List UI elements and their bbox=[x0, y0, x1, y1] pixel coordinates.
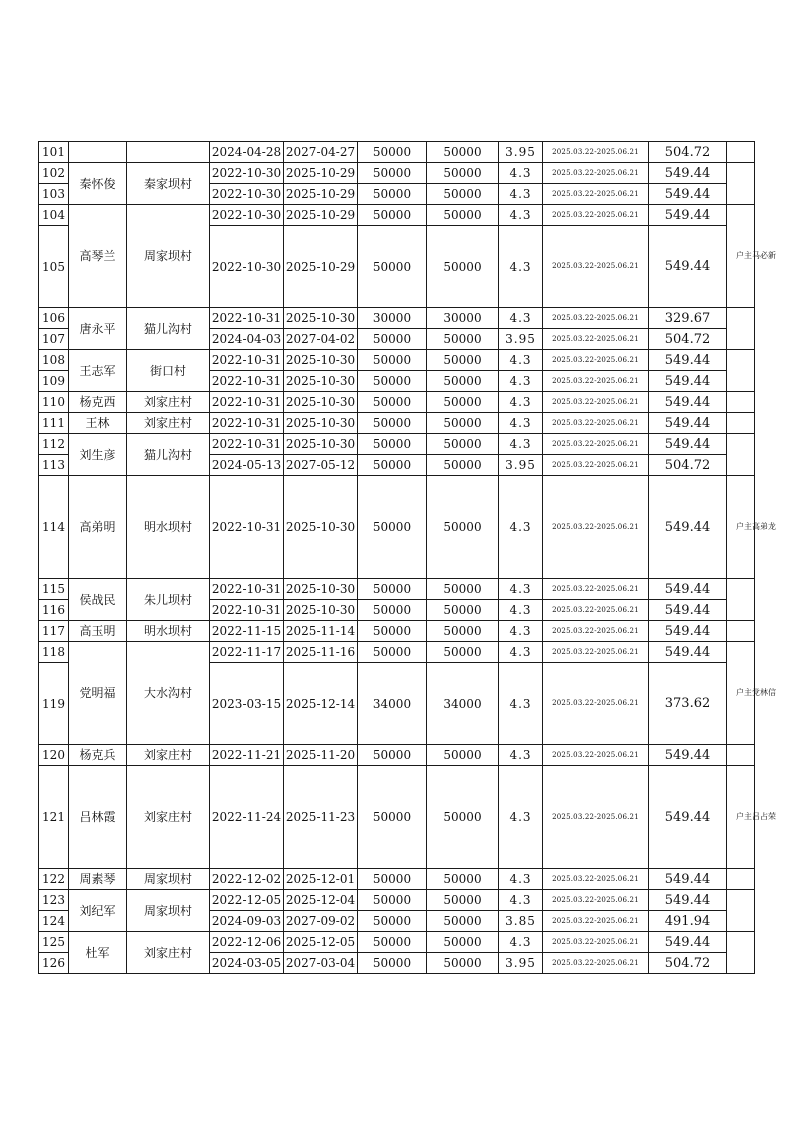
row-number: 105 bbox=[39, 226, 69, 308]
loan-balance: 50000 bbox=[427, 142, 499, 163]
loan-start-date: 2024-04-03 bbox=[210, 329, 284, 350]
interest-amount: 549.44 bbox=[649, 621, 727, 642]
loan-end-date: 2025-10-29 bbox=[284, 184, 358, 205]
table-row bbox=[39, 476, 755, 579]
row-number: 114 bbox=[39, 476, 69, 579]
remark-cell bbox=[727, 621, 755, 642]
interest-period: 2025.03.22-2025.06.21 bbox=[543, 163, 649, 184]
loan-amount: 50000 bbox=[358, 600, 427, 621]
interest-amount: 504.72 bbox=[649, 329, 727, 350]
village-name: 明水坝村 bbox=[127, 621, 210, 642]
loan-start-date: 2022-10-30 bbox=[210, 226, 284, 308]
loan-start-date: 2022-10-31 bbox=[210, 413, 284, 434]
loan-interest-table bbox=[38, 141, 776, 974]
loan-end-date: 2025-10-30 bbox=[284, 413, 358, 434]
interest-amount: 549.44 bbox=[649, 579, 727, 600]
row-number: 111 bbox=[39, 413, 69, 434]
table-row bbox=[39, 642, 755, 663]
interest-period: 2025.03.22-2025.06.21 bbox=[543, 663, 649, 745]
row-number: 108 bbox=[39, 350, 69, 371]
loan-amount: 50000 bbox=[358, 226, 427, 308]
loan-start-date: 2022-11-24 bbox=[210, 766, 284, 869]
loan-amount: 50000 bbox=[358, 745, 427, 766]
loan-end-date: 2025-10-30 bbox=[284, 476, 358, 579]
interest-amount: 549.44 bbox=[649, 184, 727, 205]
table-row bbox=[39, 392, 755, 413]
remark-cell bbox=[727, 766, 776, 869]
borrower-name bbox=[69, 142, 127, 163]
loan-start-date: 2022-10-31 bbox=[210, 600, 284, 621]
row-number: 102 bbox=[39, 163, 69, 184]
loan-balance: 50000 bbox=[427, 329, 499, 350]
interest-period: 2025.03.22-2025.06.21 bbox=[543, 392, 649, 413]
interest-amount: 549.44 bbox=[649, 745, 727, 766]
loan-balance: 50000 bbox=[427, 953, 499, 974]
loan-balance: 50000 bbox=[427, 911, 499, 932]
table-row bbox=[39, 434, 755, 455]
row-number: 110 bbox=[39, 392, 69, 413]
interest-rate: 4.3 bbox=[499, 890, 543, 911]
loan-end-date: 2025-10-29 bbox=[284, 205, 358, 226]
loan-amount: 50000 bbox=[358, 953, 427, 974]
interest-amount: 549.44 bbox=[649, 205, 727, 226]
loan-start-date: 2022-10-30 bbox=[210, 205, 284, 226]
interest-amount: 504.72 bbox=[649, 455, 727, 476]
loan-amount: 50000 bbox=[358, 476, 427, 579]
interest-amount: 549.44 bbox=[649, 226, 727, 308]
loan-amount: 50000 bbox=[358, 932, 427, 953]
loan-start-date: 2022-12-02 bbox=[210, 869, 284, 890]
remark-cell bbox=[727, 205, 776, 308]
table-row bbox=[39, 350, 755, 371]
village-name: 周家坝村 bbox=[127, 869, 210, 890]
row-number: 117 bbox=[39, 621, 69, 642]
table-row bbox=[39, 621, 755, 642]
borrower-name: 王林 bbox=[69, 413, 127, 434]
loan-end-date: 2027-03-04 bbox=[284, 953, 358, 974]
loan-amount: 50000 bbox=[358, 142, 427, 163]
household-head-note: 户主高弟龙 bbox=[736, 522, 776, 531]
loan-end-date: 2025-10-29 bbox=[284, 226, 358, 308]
village-name: 周家坝村 bbox=[127, 205, 210, 308]
borrower-name: 刘纪军 bbox=[69, 890, 127, 932]
loan-balance: 34000 bbox=[427, 663, 499, 745]
loan-balance: 50000 bbox=[427, 766, 499, 869]
interest-period: 2025.03.22-2025.06.21 bbox=[543, 579, 649, 600]
remark-cell bbox=[727, 350, 755, 392]
remark-cell bbox=[727, 579, 755, 621]
row-number: 116 bbox=[39, 600, 69, 621]
interest-amount: 549.44 bbox=[649, 350, 727, 371]
loan-start-date: 2022-10-31 bbox=[210, 434, 284, 455]
loan-end-date: 2025-10-30 bbox=[284, 371, 358, 392]
village-name: 刘家庄村 bbox=[127, 766, 210, 869]
row-number: 107 bbox=[39, 329, 69, 350]
interest-rate: 4.3 bbox=[499, 184, 543, 205]
interest-amount: 549.44 bbox=[649, 869, 727, 890]
loan-start-date: 2022-10-31 bbox=[210, 392, 284, 413]
interest-amount: 549.44 bbox=[649, 476, 727, 579]
interest-amount: 549.44 bbox=[649, 163, 727, 184]
borrower-name: 杨克兵 bbox=[69, 745, 127, 766]
loan-amount: 50000 bbox=[358, 890, 427, 911]
borrower-name: 杜军 bbox=[69, 932, 127, 974]
loan-amount: 50000 bbox=[358, 329, 427, 350]
loan-balance: 50000 bbox=[427, 455, 499, 476]
village-name: 刘家庄村 bbox=[127, 413, 210, 434]
interest-rate: 4.3 bbox=[499, 476, 543, 579]
interest-amount: 549.44 bbox=[649, 932, 727, 953]
table-row bbox=[39, 579, 755, 600]
loan-amount: 50000 bbox=[358, 642, 427, 663]
loan-amount: 50000 bbox=[358, 621, 427, 642]
village-name: 秦家坝村 bbox=[127, 163, 210, 205]
interest-period: 2025.03.22-2025.06.21 bbox=[543, 953, 649, 974]
household-head-note: 户主马必新 bbox=[736, 251, 776, 260]
loan-amount: 50000 bbox=[358, 371, 427, 392]
interest-rate: 4.3 bbox=[499, 579, 543, 600]
loan-balance: 50000 bbox=[427, 184, 499, 205]
borrower-name: 党明福 bbox=[69, 642, 127, 745]
loan-amount: 34000 bbox=[358, 663, 427, 745]
loan-start-date: 2022-10-30 bbox=[210, 184, 284, 205]
row-number: 123 bbox=[39, 890, 69, 911]
row-number: 125 bbox=[39, 932, 69, 953]
loan-start-date: 2024-09-03 bbox=[210, 911, 284, 932]
interest-amount: 549.44 bbox=[649, 413, 727, 434]
loan-end-date: 2025-11-16 bbox=[284, 642, 358, 663]
interest-period: 2025.03.22-2025.06.21 bbox=[543, 350, 649, 371]
borrower-name: 高弟明 bbox=[69, 476, 127, 579]
loan-start-date: 2023-03-15 bbox=[210, 663, 284, 745]
remark-cell bbox=[727, 476, 776, 579]
loan-amount: 50000 bbox=[358, 163, 427, 184]
borrower-name: 周素琴 bbox=[69, 869, 127, 890]
loan-balance: 50000 bbox=[427, 890, 499, 911]
interest-rate: 4.3 bbox=[499, 663, 543, 745]
village-name: 刘家庄村 bbox=[127, 392, 210, 413]
interest-rate: 4.3 bbox=[499, 308, 543, 329]
village-name: 明水坝村 bbox=[127, 476, 210, 579]
loan-balance: 50000 bbox=[427, 579, 499, 600]
loan-start-date: 2024-05-13 bbox=[210, 455, 284, 476]
borrower-name: 唐永平 bbox=[69, 308, 127, 350]
interest-period: 2025.03.22-2025.06.21 bbox=[543, 308, 649, 329]
village-name: 街口村 bbox=[127, 350, 210, 392]
loan-end-date: 2025-11-23 bbox=[284, 766, 358, 869]
interest-rate: 4.3 bbox=[499, 932, 543, 953]
interest-rate: 3.95 bbox=[499, 953, 543, 974]
loan-balance: 50000 bbox=[427, 226, 499, 308]
interest-rate: 4.3 bbox=[499, 766, 543, 869]
row-number: 115 bbox=[39, 579, 69, 600]
loan-start-date: 2022-10-31 bbox=[210, 579, 284, 600]
interest-rate: 4.3 bbox=[499, 642, 543, 663]
loan-start-date: 2022-11-21 bbox=[210, 745, 284, 766]
interest-period: 2025.03.22-2025.06.21 bbox=[543, 455, 649, 476]
borrower-name: 杨克西 bbox=[69, 392, 127, 413]
table-row bbox=[39, 308, 755, 329]
loan-balance: 50000 bbox=[427, 205, 499, 226]
remark-cell bbox=[727, 308, 755, 350]
remark-cell bbox=[727, 642, 776, 745]
interest-rate: 3.85 bbox=[499, 911, 543, 932]
interest-amount: 549.44 bbox=[649, 392, 727, 413]
interest-amount: 549.44 bbox=[649, 642, 727, 663]
loan-amount: 50000 bbox=[358, 869, 427, 890]
loan-start-date: 2024-03-05 bbox=[210, 953, 284, 974]
interest-amount: 329.67 bbox=[649, 308, 727, 329]
interest-period: 2025.03.22-2025.06.21 bbox=[543, 600, 649, 621]
interest-period: 2025.03.22-2025.06.21 bbox=[543, 205, 649, 226]
borrower-name: 高琴兰 bbox=[69, 205, 127, 308]
interest-period: 2025.03.22-2025.06.21 bbox=[543, 371, 649, 392]
loan-end-date: 2025-10-29 bbox=[284, 163, 358, 184]
loan-end-date: 2025-10-30 bbox=[284, 600, 358, 621]
loan-amount: 50000 bbox=[358, 392, 427, 413]
interest-period: 2025.03.22-2025.06.21 bbox=[543, 226, 649, 308]
interest-rate: 4.3 bbox=[499, 163, 543, 184]
interest-rate: 4.3 bbox=[499, 621, 543, 642]
table-row bbox=[39, 142, 755, 163]
interest-rate: 4.3 bbox=[499, 350, 543, 371]
loan-balance: 50000 bbox=[427, 434, 499, 455]
remark-cell bbox=[727, 869, 755, 890]
interest-rate: 4.3 bbox=[499, 869, 543, 890]
village-name bbox=[127, 142, 210, 163]
interest-period: 2025.03.22-2025.06.21 bbox=[543, 434, 649, 455]
loan-balance: 50000 bbox=[427, 600, 499, 621]
remark-cell bbox=[727, 745, 755, 766]
interest-rate: 4.3 bbox=[499, 226, 543, 308]
loan-balance: 30000 bbox=[427, 308, 499, 329]
row-number: 119 bbox=[39, 663, 69, 745]
village-name: 猫儿沟村 bbox=[127, 434, 210, 476]
interest-amount: 549.44 bbox=[649, 890, 727, 911]
interest-period: 2025.03.22-2025.06.21 bbox=[543, 869, 649, 890]
loan-end-date: 2025-10-30 bbox=[284, 308, 358, 329]
loan-amount: 50000 bbox=[358, 205, 427, 226]
remark-cell bbox=[727, 932, 755, 974]
remark-cell bbox=[727, 142, 755, 163]
interest-period: 2025.03.22-2025.06.21 bbox=[543, 642, 649, 663]
interest-period: 2025.03.22-2025.06.21 bbox=[543, 413, 649, 434]
borrower-name: 王志军 bbox=[69, 350, 127, 392]
row-number: 112 bbox=[39, 434, 69, 455]
loan-amount: 30000 bbox=[358, 308, 427, 329]
loan-end-date: 2025-12-05 bbox=[284, 932, 358, 953]
household-head-note: 户主吕占荣 bbox=[736, 812, 776, 821]
interest-period: 2025.03.22-2025.06.21 bbox=[543, 890, 649, 911]
interest-period: 2025.03.22-2025.06.21 bbox=[543, 766, 649, 869]
loan-end-date: 2025-12-14 bbox=[284, 663, 358, 745]
loan-end-date: 2025-12-01 bbox=[284, 869, 358, 890]
interest-rate: 4.3 bbox=[499, 434, 543, 455]
borrower-name: 秦怀俊 bbox=[69, 163, 127, 205]
interest-rate: 4.3 bbox=[499, 205, 543, 226]
row-number: 122 bbox=[39, 869, 69, 890]
loan-balance: 50000 bbox=[427, 476, 499, 579]
loan-amount: 50000 bbox=[358, 911, 427, 932]
row-number: 126 bbox=[39, 953, 69, 974]
loan-start-date: 2024-04-28 bbox=[210, 142, 284, 163]
loan-end-date: 2027-04-27 bbox=[284, 142, 358, 163]
row-number: 121 bbox=[39, 766, 69, 869]
table-row bbox=[39, 205, 755, 226]
loan-end-date: 2025-11-14 bbox=[284, 621, 358, 642]
borrower-name: 刘生彦 bbox=[69, 434, 127, 476]
interest-period: 2025.03.22-2025.06.21 bbox=[543, 142, 649, 163]
loan-balance: 50000 bbox=[427, 350, 499, 371]
interest-rate: 4.3 bbox=[499, 371, 543, 392]
row-number: 103 bbox=[39, 184, 69, 205]
village-name: 刘家庄村 bbox=[127, 932, 210, 974]
loan-amount: 50000 bbox=[358, 434, 427, 455]
table-row bbox=[39, 745, 755, 766]
table-body bbox=[39, 142, 776, 974]
row-number: 104 bbox=[39, 205, 69, 226]
interest-amount: 504.72 bbox=[649, 142, 727, 163]
loan-end-date: 2025-12-04 bbox=[284, 890, 358, 911]
remark-cell bbox=[727, 163, 755, 205]
row-number: 109 bbox=[39, 371, 69, 392]
interest-amount: 549.44 bbox=[649, 434, 727, 455]
interest-rate: 3.95 bbox=[499, 142, 543, 163]
loan-end-date: 2025-10-30 bbox=[284, 434, 358, 455]
village-name: 猫儿沟村 bbox=[127, 308, 210, 350]
village-name: 大水沟村 bbox=[127, 642, 210, 745]
interest-rate: 4.3 bbox=[499, 392, 543, 413]
row-number: 106 bbox=[39, 308, 69, 329]
loan-end-date: 2027-05-12 bbox=[284, 455, 358, 476]
loan-end-date: 2027-09-02 bbox=[284, 911, 358, 932]
interest-rate: 3.95 bbox=[499, 455, 543, 476]
interest-amount: 504.72 bbox=[649, 953, 727, 974]
remark-cell bbox=[727, 434, 755, 476]
table-row bbox=[39, 890, 755, 911]
loan-end-date: 2027-04-02 bbox=[284, 329, 358, 350]
loan-balance: 50000 bbox=[427, 392, 499, 413]
loan-start-date: 2022-10-31 bbox=[210, 350, 284, 371]
table-row bbox=[39, 766, 755, 869]
loan-amount: 50000 bbox=[358, 350, 427, 371]
interest-period: 2025.03.22-2025.06.21 bbox=[543, 329, 649, 350]
interest-rate: 3.95 bbox=[499, 329, 543, 350]
table-row bbox=[39, 163, 755, 184]
interest-period: 2025.03.22-2025.06.21 bbox=[543, 184, 649, 205]
interest-amount: 373.62 bbox=[649, 663, 727, 745]
loan-start-date: 2022-11-17 bbox=[210, 642, 284, 663]
loan-end-date: 2025-10-30 bbox=[284, 392, 358, 413]
loan-balance: 50000 bbox=[427, 642, 499, 663]
loan-start-date: 2022-10-31 bbox=[210, 371, 284, 392]
loan-end-date: 2025-10-30 bbox=[284, 579, 358, 600]
loan-start-date: 2022-10-31 bbox=[210, 308, 284, 329]
table-row bbox=[39, 413, 755, 434]
interest-period: 2025.03.22-2025.06.21 bbox=[543, 476, 649, 579]
loan-balance: 50000 bbox=[427, 621, 499, 642]
loan-amount: 50000 bbox=[358, 184, 427, 205]
loan-balance: 50000 bbox=[427, 745, 499, 766]
interest-period: 2025.03.22-2025.06.21 bbox=[543, 621, 649, 642]
remark-cell bbox=[727, 392, 755, 413]
loan-amount: 50000 bbox=[358, 413, 427, 434]
household-head-note: 户主党林信 bbox=[736, 688, 776, 697]
interest-rate: 4.3 bbox=[499, 413, 543, 434]
loan-end-date: 2025-11-20 bbox=[284, 745, 358, 766]
borrower-name: 侯战民 bbox=[69, 579, 127, 621]
village-name: 朱儿坝村 bbox=[127, 579, 210, 621]
loan-start-date: 2022-12-05 bbox=[210, 890, 284, 911]
loan-end-date: 2025-10-30 bbox=[284, 350, 358, 371]
interest-amount: 491.94 bbox=[649, 911, 727, 932]
village-name: 刘家庄村 bbox=[127, 745, 210, 766]
loan-balance: 50000 bbox=[427, 932, 499, 953]
interest-period: 2025.03.22-2025.06.21 bbox=[543, 745, 649, 766]
loan-amount: 50000 bbox=[358, 455, 427, 476]
row-number: 120 bbox=[39, 745, 69, 766]
loan-start-date: 2022-12-06 bbox=[210, 932, 284, 953]
interest-rate: 4.3 bbox=[499, 600, 543, 621]
remark-cell bbox=[727, 413, 755, 434]
interest-rate: 4.3 bbox=[499, 745, 543, 766]
loan-balance: 50000 bbox=[427, 413, 499, 434]
loan-balance: 50000 bbox=[427, 163, 499, 184]
interest-period: 2025.03.22-2025.06.21 bbox=[543, 911, 649, 932]
loan-amount: 50000 bbox=[358, 579, 427, 600]
loan-balance: 50000 bbox=[427, 869, 499, 890]
row-number: 118 bbox=[39, 642, 69, 663]
row-number: 124 bbox=[39, 911, 69, 932]
loan-start-date: 2022-10-31 bbox=[210, 476, 284, 579]
remark-cell bbox=[727, 890, 755, 932]
row-number: 101 bbox=[39, 142, 69, 163]
row-number: 113 bbox=[39, 455, 69, 476]
interest-amount: 549.44 bbox=[649, 766, 727, 869]
borrower-name: 高玉明 bbox=[69, 621, 127, 642]
village-name: 周家坝村 bbox=[127, 890, 210, 932]
table-row bbox=[39, 869, 755, 890]
interest-period: 2025.03.22-2025.06.21 bbox=[543, 932, 649, 953]
loan-start-date: 2022-11-15 bbox=[210, 621, 284, 642]
loan-balance: 50000 bbox=[427, 371, 499, 392]
loan-start-date: 2022-10-30 bbox=[210, 163, 284, 184]
interest-amount: 549.44 bbox=[649, 600, 727, 621]
interest-amount: 549.44 bbox=[649, 371, 727, 392]
borrower-name: 吕林霞 bbox=[69, 766, 127, 869]
table-row bbox=[39, 932, 755, 953]
loan-amount: 50000 bbox=[358, 766, 427, 869]
